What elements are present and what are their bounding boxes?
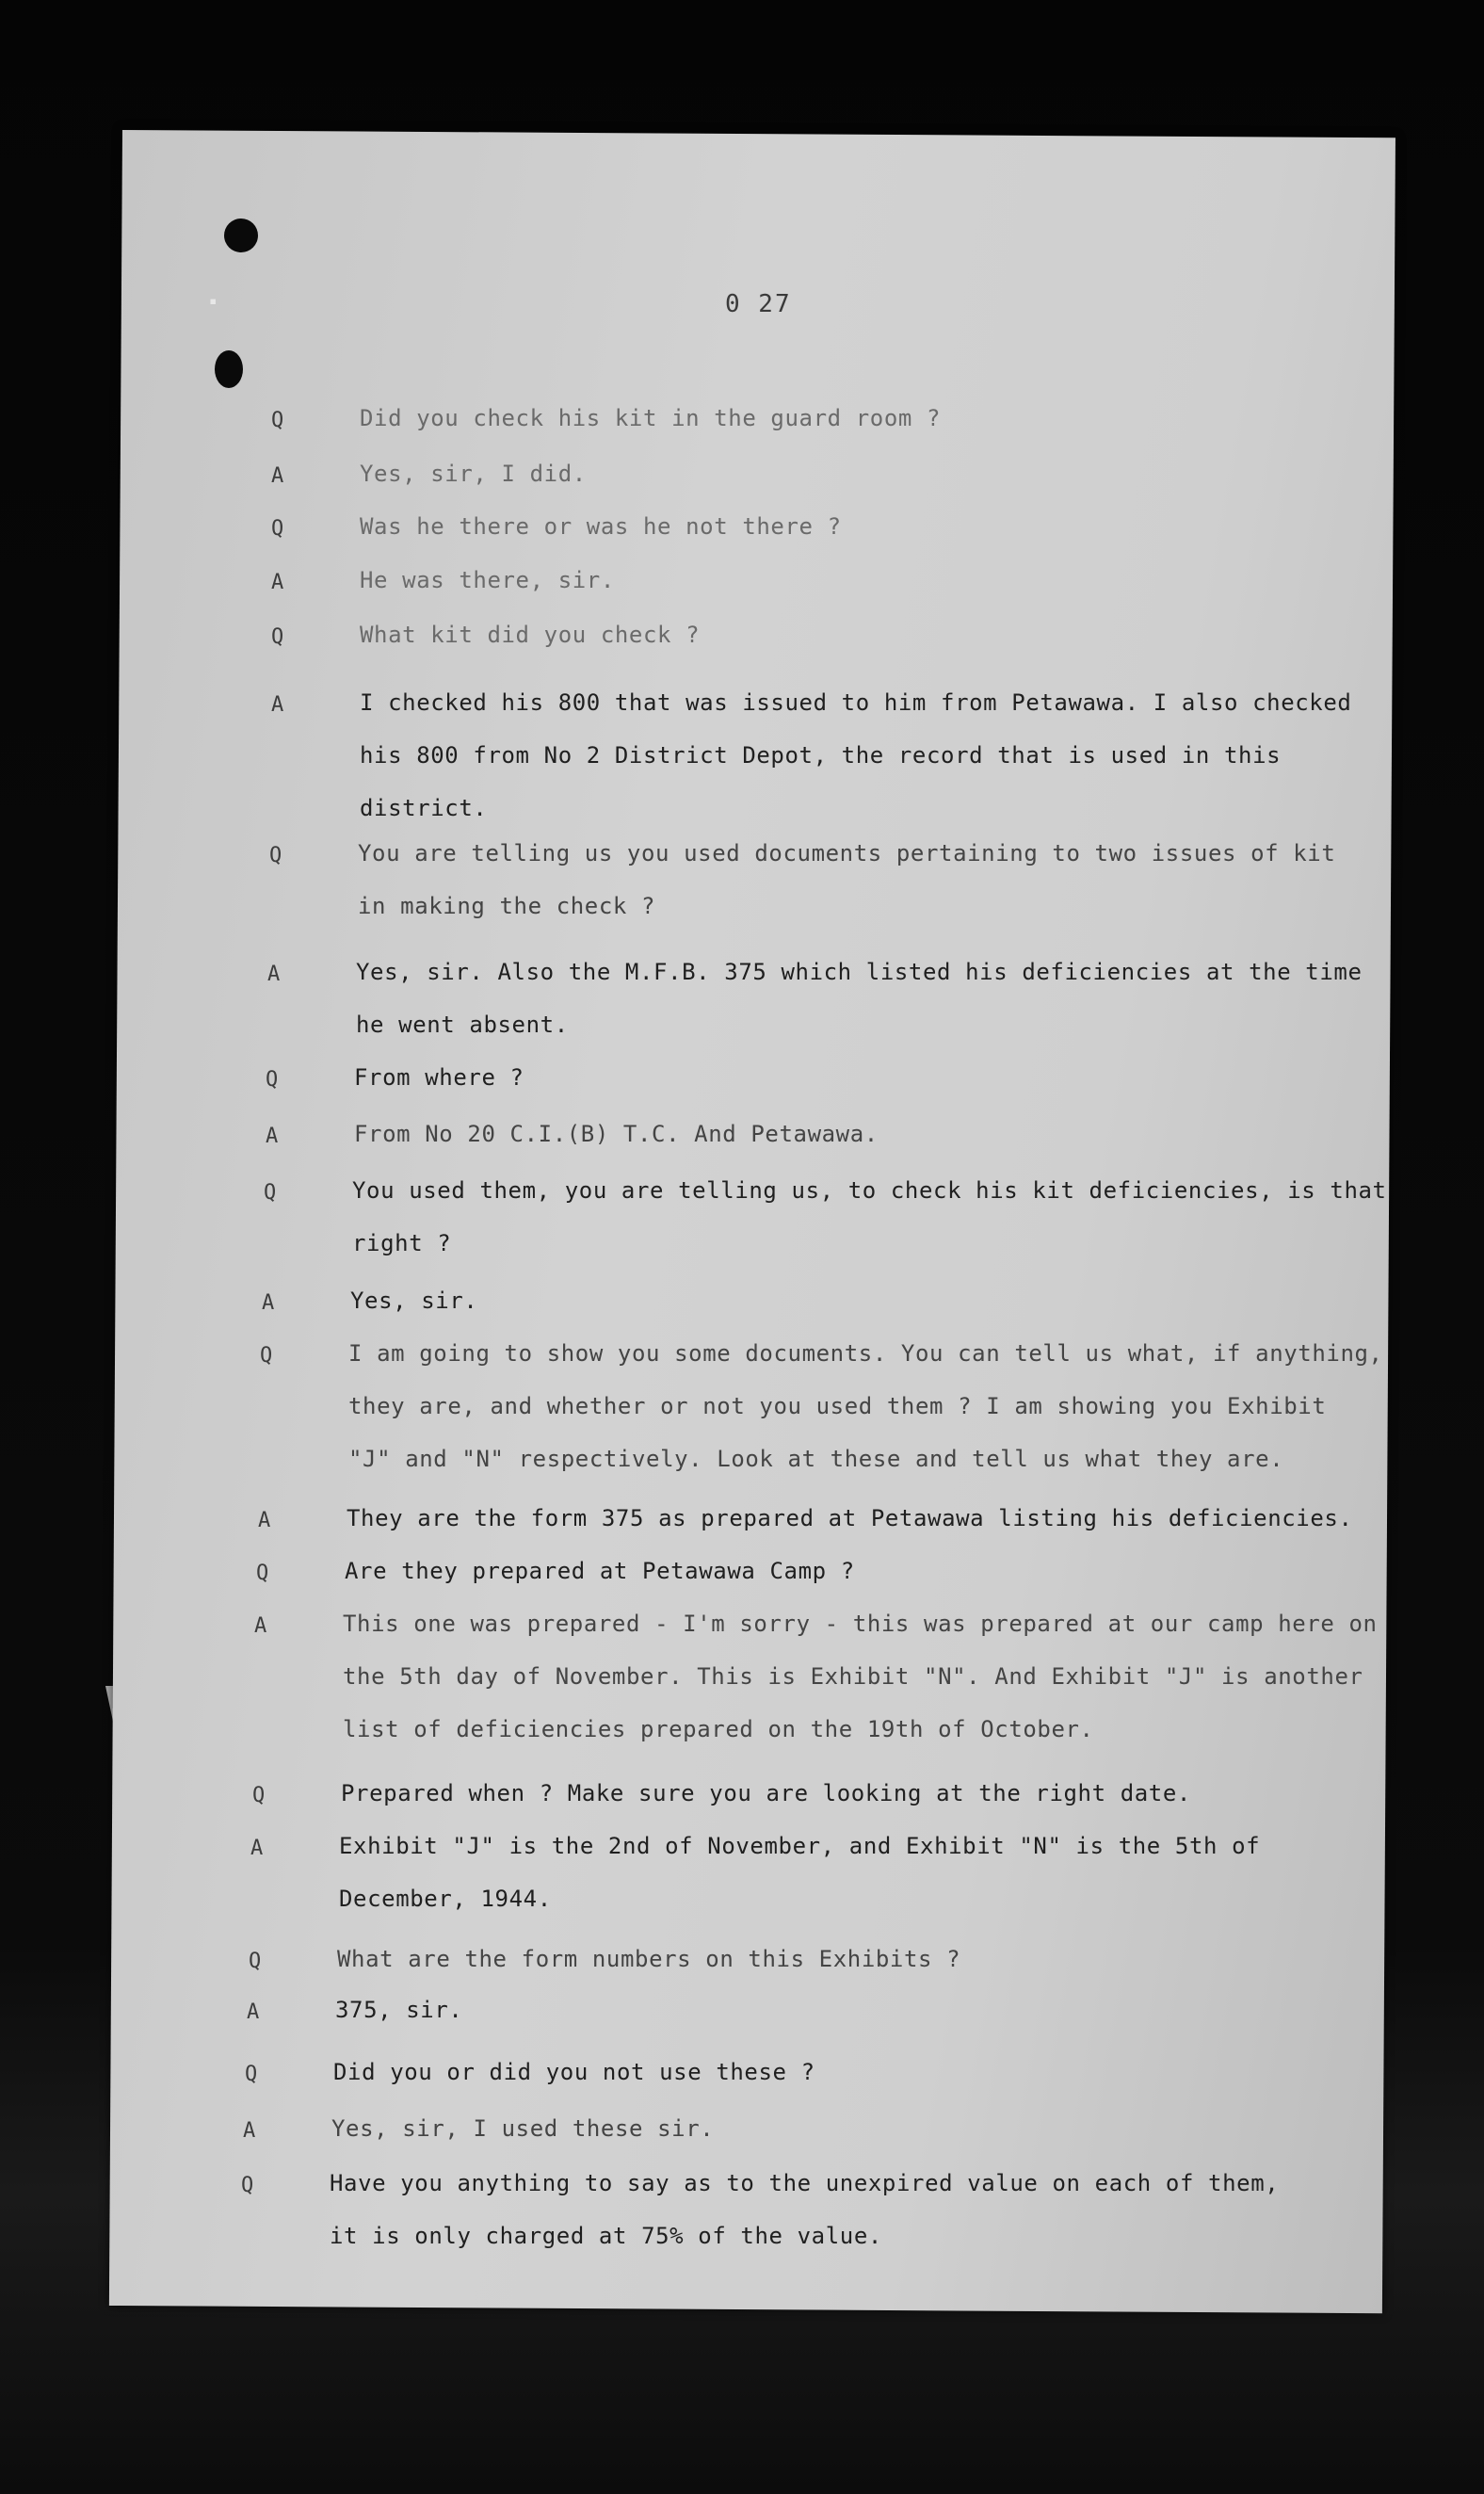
- answer-line: I checked his 800 that was issued to him from Petawawa. I also checked: [360, 689, 1352, 716]
- question-line: What are the form numbers on this Exhibits ?: [337, 1946, 961, 1972]
- answer-marker: A: [254, 1614, 267, 1638]
- question-line: it is only charged at 75% of the value.: [330, 2223, 882, 2249]
- answer-line: From No 20 C.I.(B) T.C. And Petawawa.: [354, 1121, 879, 1147]
- question-line: From where ?: [354, 1064, 524, 1091]
- question-line: Was he there or was he not there ?: [360, 513, 842, 540]
- answer-line: list of deficiencies prepared on the 19th of October.: [343, 1716, 1094, 1742]
- question-line: they are, and whether or not you used them ? I am showing you Exhibit: [348, 1393, 1327, 1419]
- page-number: 0 27: [725, 290, 792, 318]
- question-line: "J" and "N" respectively. Look at these and tell us what they are.: [348, 1446, 1284, 1472]
- question-marker: Q: [241, 2174, 254, 2197]
- question-marker: Q: [245, 2063, 258, 2086]
- question-marker: Q: [266, 1068, 279, 1092]
- question-line: Did you check his kit in the guard room ?: [360, 405, 942, 431]
- answer-line: He was there, sir.: [360, 567, 615, 593]
- answer-line: Yes, sir. Also the M.F.B. 375 which listed his deficiencies at the time: [356, 959, 1363, 985]
- question-marker: Q: [271, 517, 284, 541]
- answer-line: 375, sir.: [335, 1997, 463, 2023]
- question-line: Prepared when ? Make sure you are looking at the right date.: [341, 1780, 1191, 1806]
- answer-line: Yes, sir.: [350, 1287, 478, 1314]
- question-marker: Q: [271, 625, 284, 649]
- answer-marker: A: [267, 963, 281, 986]
- answer-marker: A: [262, 1291, 275, 1315]
- question-line: You are telling us you used documents pertaining to two issues of kit: [358, 840, 1336, 866]
- question-line: in making the check ?: [358, 893, 656, 919]
- question-marker: Q: [271, 409, 284, 432]
- question-marker: Q: [256, 1562, 269, 1585]
- answer-line: They are the form 375 as prepared at Petawawa listing his deficiencies.: [347, 1505, 1353, 1531]
- question-line: I am going to show you some documents. You can tell us what, if anything,: [348, 1340, 1383, 1367]
- question-line: You used them, you are telling us, to check his kit deficiencies, is that: [352, 1177, 1387, 1204]
- question-line: Have you anything to say as to the unexpired value on each of them,: [330, 2170, 1280, 2196]
- answer-line: This one was prepared - I'm sorry - this was prepared at our camp here on: [343, 1611, 1378, 1637]
- question-line: What kit did you check ?: [360, 622, 701, 648]
- answer-line: the 5th day of November. This is Exhibit "N". And Exhibit "J" is another: [343, 1663, 1363, 1690]
- answer-line: his 800 from No 2 District Depot, the record that is used in this: [360, 742, 1282, 769]
- scan-speck: ▪: [209, 294, 218, 309]
- question-line: Are they prepared at Petawawa Camp ?: [345, 1558, 855, 1584]
- answer-line: Yes, sir, I did.: [360, 461, 587, 487]
- question-marker: Q: [264, 1181, 277, 1205]
- answer-marker: A: [271, 693, 284, 717]
- answer-marker: A: [266, 1125, 279, 1148]
- question-line: Did you or did you not use these ?: [333, 2059, 815, 2085]
- question-line: right ?: [352, 1230, 452, 1256]
- answer-line: district.: [360, 795, 488, 821]
- answer-line: Exhibit "J" is the 2nd of November, and Exhibit "N" is the 5th of: [339, 1833, 1261, 1859]
- question-marker: Q: [260, 1344, 273, 1368]
- answer-marker: A: [243, 2119, 256, 2143]
- question-marker: Q: [269, 844, 282, 867]
- answer-line: he went absent.: [356, 1012, 569, 1038]
- answer-marker: A: [271, 464, 284, 488]
- question-marker: Q: [252, 1784, 266, 1807]
- answer-line: Yes, sir, I used these sir.: [331, 2115, 715, 2142]
- answer-marker: A: [247, 2000, 260, 2024]
- question-marker: Q: [249, 1950, 262, 1973]
- answer-marker: A: [258, 1509, 271, 1532]
- answer-marker: A: [250, 1837, 264, 1860]
- answer-marker: A: [271, 571, 284, 594]
- answer-line: December, 1944.: [339, 1886, 552, 1912]
